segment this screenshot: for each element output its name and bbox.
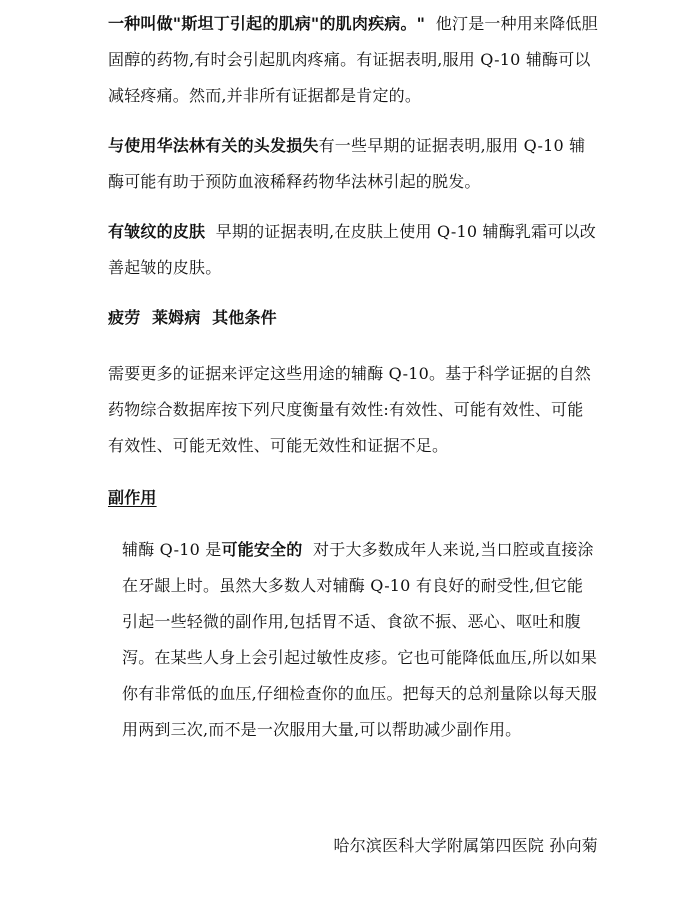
heading-hair-loss: 与使用华法林有关的头发损失 bbox=[108, 136, 319, 155]
text-wrinkles: 早期的证据表明,在皮肤上使用 Q-10 辅酶乳霜可以改善起皱的皮肤。 bbox=[108, 222, 596, 277]
signature-line bbox=[334, 834, 599, 858]
paragraph-wrinkles bbox=[108, 214, 598, 286]
document-body bbox=[108, 6, 598, 748]
signature-text: 哈尔滨医科大学附属第四医院 孙向菊 bbox=[333, 836, 598, 855]
text-side-effects: 对于大多数成年人来说,当口腔或直接涂在牙龈上时。虽然大多数人对辅酶 Q-10 有良好的耐受性,但它能引起一些轻微的副作用,包括胃不适、食欲不振、恶心、呕吐和腹泻。在某些人身上会引起过敏性皮疹。它也可能降低血压,所以如果你有非常低的血压,仔细检查你的血压。把每天的总剂量除以每天服用两到三次,而不是一次服用大量,可以帮助减少副作用。 bbox=[122, 540, 598, 739]
text-side-effects-lead: 辅酶 Q-10 是 bbox=[122, 540, 222, 559]
label-safety-rating: 可能安全的 bbox=[221, 540, 303, 559]
text-myopathy: 他汀是一种用来降低胆固醇的药物,有时会引起肌肉疼痛。有证据表明,服用 Q-10 辅酶可以减轻疼痛。然而,并非所有证据都是肯定的。 bbox=[108, 14, 598, 105]
heading-wrinkles: 有皱纹的皮肤 bbox=[108, 222, 206, 241]
heading-other-conditions: 疲劳 莱姆病 其他条件 bbox=[108, 308, 277, 327]
paragraph-evidence-note bbox=[108, 356, 598, 464]
paragraph-other-conditions bbox=[108, 300, 598, 336]
paragraph-myopathy bbox=[108, 6, 598, 114]
paragraph-side-effects bbox=[108, 532, 598, 748]
paragraph-hair-loss bbox=[108, 128, 598, 200]
text-hair-loss: 有一些早期的证据表明,服用 Q-10 辅酶可能有助于预防血液稀释药物华法林引起的脱发。 bbox=[108, 136, 586, 191]
heading-myopathy: 一种叫做"斯坦丁引起的肌病"的肌肉疾病。" bbox=[108, 14, 426, 33]
text-evidence-note: 需要更多的证据来评定这些用途的辅酶 Q-10。基于科学证据的自然药物综合数据库按下列尺度衡量有效性:有效性、可能有效性、可能有效性、可能无效性、可能无效性和证据不足。 bbox=[108, 364, 591, 455]
heading-side-effects: 副作用 bbox=[108, 488, 157, 507]
heading-side-effects-row bbox=[108, 480, 598, 516]
